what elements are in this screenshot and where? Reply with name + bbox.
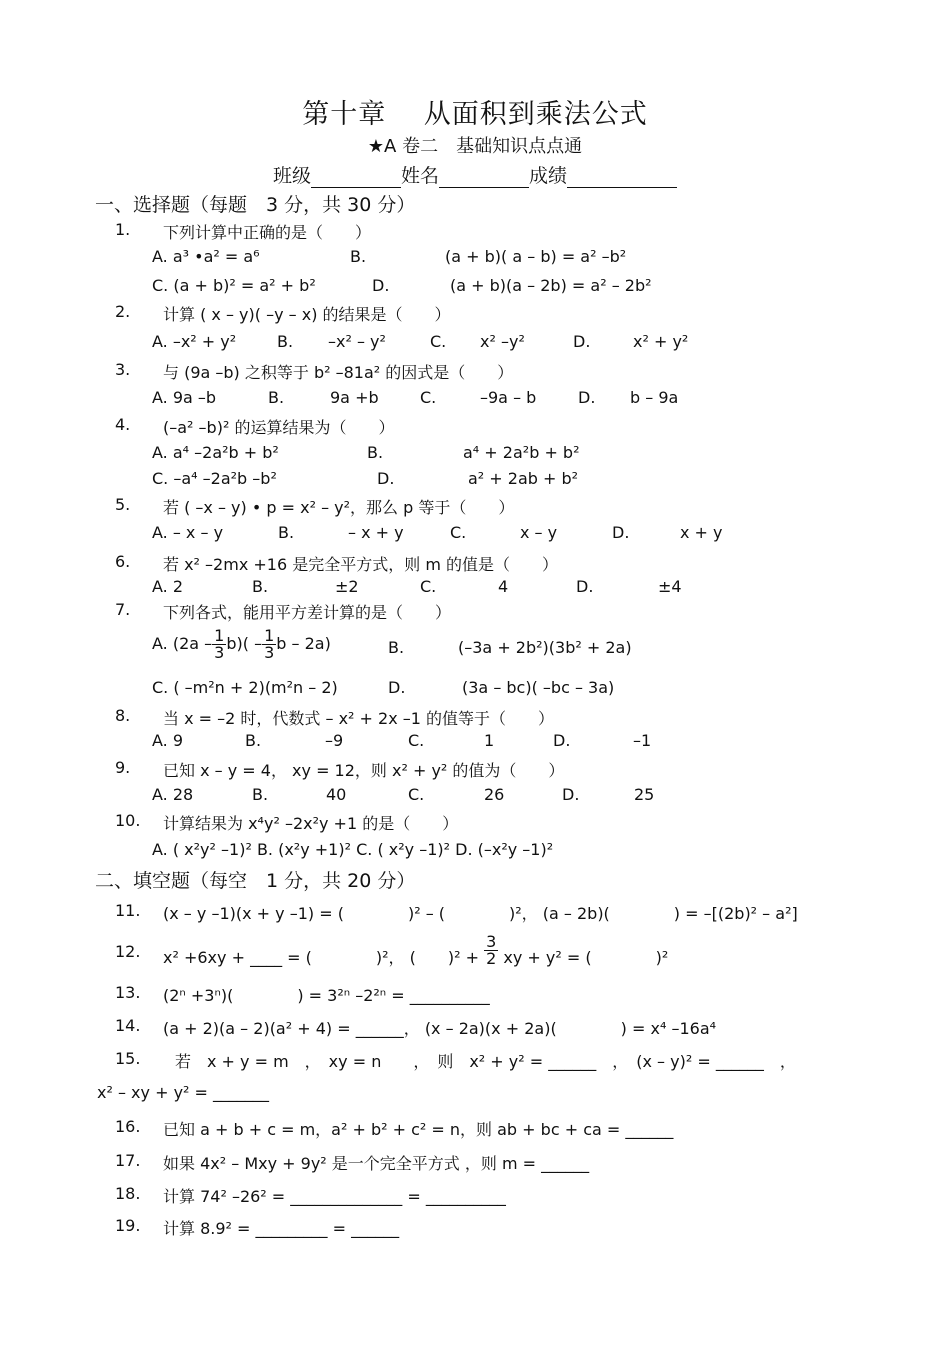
- option-b-label: B.: [367, 443, 384, 462]
- option-c-label: C.: [408, 731, 425, 750]
- section-heading-fill: 二、填空题（每空 1 分，共 20 分）: [95, 870, 416, 892]
- option-c-label: C.: [430, 332, 447, 351]
- option-c: x – y: [520, 523, 558, 542]
- option-d: b – 9a: [630, 388, 679, 407]
- question-number: 10.: [115, 811, 141, 830]
- option-d-label: D.: [576, 577, 594, 596]
- score-label: 成绩: [529, 165, 568, 187]
- option-d-label: D.: [573, 332, 591, 351]
- question-number: 19.: [115, 1216, 141, 1235]
- fill-row: [0, 934, 950, 978]
- option-d: a² + 2ab + b²: [468, 469, 579, 488]
- option-a: A. 2: [152, 577, 184, 596]
- question-text: 若 x + y = m ， xy = n ， 则 x² + y² = ______ ， (x – y)² = ______ ，: [175, 1052, 796, 1071]
- option-b-label: B.: [277, 332, 294, 351]
- name-label: 姓名: [400, 165, 439, 187]
- option-c: C. –a⁴ –2a²b –b²: [152, 469, 277, 488]
- fill-row: [0, 1216, 950, 1246]
- question-text: 若 x² –2mx +16 是完全平方式，则 m 的值是（ ）: [163, 555, 558, 574]
- question-text: 计算 74² –26² = ______________ = __________: [163, 1187, 506, 1206]
- option-a: [152, 628, 331, 661]
- question-text: 计算 8.9² = _________ = ______: [163, 1219, 400, 1238]
- option-d-label: D.: [553, 731, 571, 750]
- question-row: [0, 600, 950, 630]
- option-d: (a + b)(a – 2b) = a² – 2b²: [450, 276, 652, 295]
- question-number: 8.: [115, 706, 131, 725]
- fraction: [262, 628, 276, 661]
- option-c-label: C.: [408, 785, 425, 804]
- option-d-label: D.: [388, 678, 406, 697]
- option-b: – x + y: [348, 523, 404, 542]
- fill-row: [0, 1016, 950, 1046]
- question-number: 7.: [115, 600, 131, 619]
- numerator: 1: [264, 626, 275, 645]
- option-a-part: A. (2a –: [152, 634, 213, 653]
- option-a: A. a³ •a² = a⁶: [152, 247, 260, 266]
- option-b-label: B.: [278, 523, 295, 542]
- question-row: [0, 415, 950, 445]
- option-b-label: B.: [350, 247, 367, 266]
- option-b-label: B.: [388, 638, 405, 657]
- question-number: 4.: [115, 415, 131, 434]
- denominator: 3: [264, 643, 275, 662]
- question-row: [0, 758, 950, 788]
- option-b-label: B.: [252, 577, 269, 596]
- option-d-label: D.: [377, 469, 395, 488]
- option-b: (a + b)( a – b) = a² –b²: [445, 247, 627, 266]
- option-c: C. (a + b)² = a² + b²: [152, 276, 316, 295]
- option-a: A. 9a –b: [152, 388, 217, 407]
- question-text: 与 (9a –b) 之积等于 b² –81a² 的因式是（ ）: [163, 363, 514, 382]
- option-c: x² –y²: [480, 332, 525, 351]
- question-row: [0, 811, 950, 841]
- class-label: 班级: [272, 165, 311, 187]
- option-b: (–3a + 2b²)(3b² + 2a): [458, 638, 632, 657]
- option-b-label: B.: [268, 388, 285, 407]
- question-text: (–a² –b)² 的运算结果为（ ）: [163, 418, 395, 437]
- question-number: 1.: [115, 220, 131, 239]
- option-b: –x² – y²: [328, 332, 386, 351]
- question-text: 计算 ( x – y)( –y – x) 的结果是（ ）: [163, 305, 451, 324]
- name-blank[interactable]: [439, 167, 529, 188]
- fill-row: [0, 1083, 950, 1113]
- option-a: A. – x – y: [152, 523, 224, 542]
- denominator: 3: [214, 643, 225, 662]
- question-text: (a + 2)(a – 2)(a² + 4) = ______， (x – 2a)(x + 2a)( ) = x⁴ –16a⁴: [163, 1019, 717, 1038]
- option-row: [0, 332, 950, 362]
- question-text: x² – xy + y² = _______: [97, 1083, 270, 1102]
- question-number: 17.: [115, 1151, 141, 1170]
- question-number: 2.: [115, 302, 131, 321]
- fill-row: [0, 1049, 950, 1079]
- question-text: 已知 x – y = 4， xy = 12，则 x² + y² 的值为（ ）: [163, 761, 565, 780]
- fraction: [212, 628, 226, 661]
- question-text: 下列各式，能用平方差计算的是（ ）: [163, 603, 452, 622]
- numerator: 1: [214, 626, 225, 645]
- option-d: (3a – bc)( –bc – 3a): [462, 678, 615, 697]
- numerator: 3: [486, 932, 497, 951]
- score-blank[interactable]: [567, 167, 677, 188]
- option-row: [0, 523, 950, 553]
- option-a-part: b)( –: [226, 634, 263, 653]
- question-row: [0, 495, 950, 525]
- question-number: 3.: [115, 360, 131, 379]
- option-c-label: C.: [420, 388, 437, 407]
- option-d: –1: [633, 731, 652, 750]
- option-d: ±4: [658, 577, 682, 596]
- option-a: A. –x² + y²: [152, 332, 237, 351]
- option-row: [0, 678, 950, 708]
- option-b-label: B.: [245, 731, 262, 750]
- question-text: 已知 a + b + c = m，a² + b² + c² = n，则 ab + bc + ca = ______: [163, 1120, 674, 1139]
- option-c: 26: [484, 785, 505, 804]
- option-d-label: D.: [612, 523, 630, 542]
- question-number: 16.: [115, 1117, 141, 1136]
- question-row: [0, 360, 950, 390]
- fraction: [484, 934, 498, 967]
- option-b: ±2: [335, 577, 359, 596]
- question-text: 下列计算中正确的是（ ）: [163, 223, 372, 242]
- option-c: 4: [498, 577, 509, 596]
- option-c-label: C.: [450, 523, 467, 542]
- question-number: 12.: [115, 942, 141, 961]
- question-row: [0, 302, 950, 332]
- fill-row: [0, 901, 950, 931]
- question-text: 如果 4x² – Mxy + 9y² 是一个完全平方式 ，则 m = ______: [163, 1154, 590, 1173]
- question-number: 18.: [115, 1184, 141, 1203]
- question-row: [0, 220, 950, 250]
- option-b: a⁴ + 2a²b + b²: [463, 443, 580, 462]
- option-row: [0, 731, 950, 761]
- option-b: 40: [326, 785, 347, 804]
- question-part: xy + y² = ( )²: [503, 948, 669, 967]
- question-number: 9.: [115, 758, 131, 777]
- question-text: 当 x = –2 时，代数式 – x² + 2x –1 的值等于（ ）: [163, 709, 555, 728]
- question-number: 13.: [115, 983, 141, 1002]
- question-number: 11.: [115, 901, 141, 920]
- option-b: 9a +b: [330, 388, 379, 407]
- option-d-label: D.: [562, 785, 580, 804]
- fill-row: [0, 983, 950, 1013]
- option-a: A. 9: [152, 731, 184, 750]
- option-c: C. ( –m²n + 2)(m²n – 2): [152, 678, 338, 697]
- class-blank[interactable]: [311, 167, 401, 188]
- question-text: (x – y –1)(x + y –1) = ( )² – ( )²， (a – 2b)( ) = –[(2b)² – a²]: [163, 904, 798, 923]
- student-info-line: [0, 161, 950, 188]
- fill-row: [0, 1151, 950, 1181]
- page-subtitle: ★A 卷二 基础知识点点通: [367, 136, 583, 157]
- question-text: 计算结果为 x⁴y² –2x²y +1 的是（ ）: [163, 814, 459, 833]
- question-number: 5.: [115, 495, 131, 514]
- fill-row: [0, 1117, 950, 1147]
- fill-row: [0, 1184, 950, 1214]
- options-abcd: A. ( x²y² –1)² B. (x²y +1)² C. ( x²y –1)² D. (–x²y –1)²: [152, 840, 554, 859]
- option-row: [0, 247, 950, 277]
- option-d: x + y: [680, 523, 723, 542]
- option-a: A. a⁴ –2a²b + b²: [152, 443, 279, 462]
- question-number: 6.: [115, 552, 131, 571]
- denominator: 2: [486, 949, 497, 968]
- page-title: 第十章 从面积到乘法公式: [302, 99, 648, 130]
- option-row: [0, 388, 950, 418]
- option-b: –9: [325, 731, 344, 750]
- option-b-label: B.: [252, 785, 269, 804]
- question-number: 15.: [115, 1049, 141, 1068]
- option-c: –9a – b: [480, 388, 537, 407]
- option-d: x² + y²: [633, 332, 689, 351]
- option-row: [0, 628, 950, 672]
- option-d-label: D.: [372, 276, 390, 295]
- option-d-label: D.: [578, 388, 596, 407]
- section-heading-choice: 一、选择题（每题 3 分，共 30 分）: [95, 194, 416, 216]
- question-text: [163, 934, 668, 967]
- question-number: 14.: [115, 1016, 141, 1035]
- option-a-part: b – 2a): [276, 634, 331, 653]
- question-part: x² +6xy + ____ = ( )²， ( )² +: [163, 948, 480, 967]
- option-c-label: C.: [420, 577, 437, 596]
- option-d: 25: [634, 785, 655, 804]
- question-text: (2ⁿ +3ⁿ)( ) = 3²ⁿ –2²ⁿ = __________: [163, 986, 490, 1005]
- option-c: 1: [484, 731, 495, 750]
- option-a: A. 28: [152, 785, 194, 804]
- question-text: 若 ( –x – y) • p = x² – y²，那么 p 等于（ ）: [163, 498, 515, 517]
